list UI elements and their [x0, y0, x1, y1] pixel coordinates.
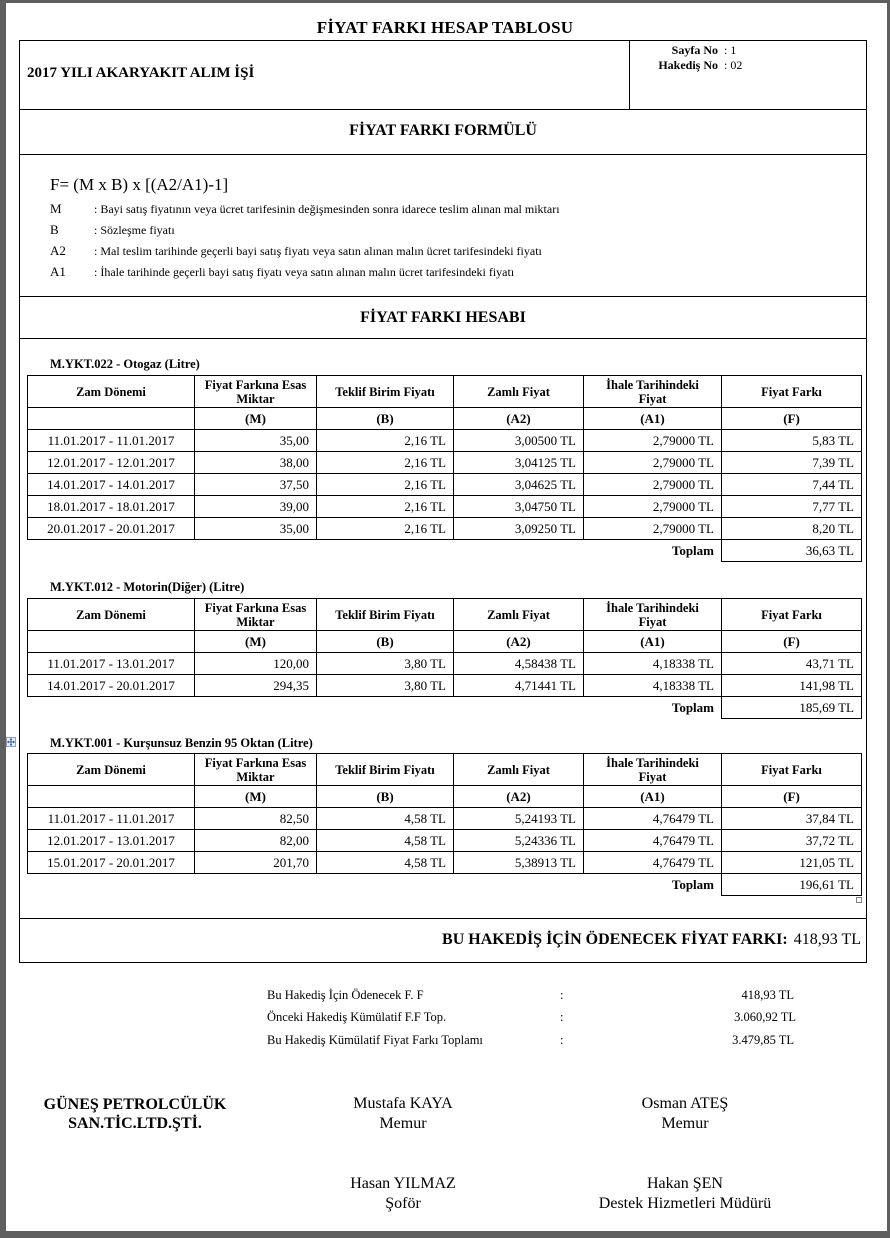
summary-row-current: Bu Hakediş İçin Ödenecek F. F : 418,93 TL: [267, 988, 794, 1002]
col-symbol-period: [28, 408, 195, 430]
summary-row-previous: Önceki Hakediş Kümülatif F.F Top. : 3.060,92 TL: [267, 1010, 796, 1024]
col-header-difference: Fiyat Farkı: [722, 376, 862, 408]
col-symbol-b: (B): [317, 786, 454, 808]
header-divider: [629, 40, 630, 110]
signature-osman-ates: Osman ATEŞ Memur: [641, 1095, 729, 1132]
col-header-new-price: Zamlı Fiyat: [454, 754, 584, 786]
col-symbol-b: (B): [317, 631, 454, 653]
col-header-unit-price: Teklif Birim Fiyatı: [317, 376, 454, 408]
total-value: 36,63 TL: [722, 540, 862, 562]
col-symbol-b: (B): [317, 408, 454, 430]
col-header-unit-price: Teklif Birim Fiyatı: [317, 599, 454, 631]
document-meta: [640, 43, 860, 73]
table-row: 15.01.2017 - 20.01.2017 201,70 4,58 TL 5,38913 TL 4,76479 TL 121,05 TL: [28, 852, 862, 874]
col-symbol-m: (M): [195, 408, 317, 430]
signature-hasan-yilmaz: Hasan YILMAZ Şoför: [350, 1175, 456, 1212]
col-header-tender-price: İhale Tarihindeki Fiyat: [584, 376, 722, 408]
table-otogaz: [27, 375, 862, 562]
summary-row-cumulative: Bu Hakediş Kümülatif Fiyat Farkı Toplamı : 3.479,85 TL: [267, 1033, 794, 1047]
col-header-period: Zam Dönemi: [28, 376, 195, 408]
col-symbol-m: (M): [195, 631, 317, 653]
col-header-difference: Fiyat Farkı: [722, 754, 862, 786]
total-label: Toplam: [671, 542, 714, 558]
table-row: 11.01.2017 - 13.01.2017 120,00 3,80 TL 4,58438 TL 4,18338 TL 43,71 TL: [28, 653, 862, 675]
table-total-row: [28, 874, 862, 896]
col-header-period: Zam Dönemi: [28, 754, 195, 786]
table-row: 12.01.2017 - 13.01.2017 82,00 4,58 TL 5,24336 TL 4,76479 TL 37,72 TL: [28, 830, 862, 852]
col-header-difference: Fiyat Farkı: [722, 599, 862, 631]
col-symbol-a1: (A1): [584, 408, 722, 430]
col-header-tender-price: İhale Tarihindeki Fiyat: [584, 599, 722, 631]
col-symbol-period: [28, 631, 195, 653]
company-name: GÜNEŞ PETROLCÜLÜK SAN.TİC.LTD.ŞTİ.: [43, 1096, 227, 1132]
grand-total-label: BU HAKEDİŞ İÇİN ÖDENECEK FİYAT FARKI:: [442, 931, 788, 948]
col-header-quantity: Fiyat Farkına Esas Miktar: [195, 376, 317, 408]
col-symbol-a2: (A2): [454, 408, 584, 430]
formula-text: F= (M x B) x [(A2/A1)-1]: [50, 175, 229, 194]
col-symbol-f: (F): [722, 631, 862, 653]
table-row: 12.01.2017 - 12.01.2017 38,00 2,16 TL 3,04125 TL 2,79000 TL 7,39 TL: [28, 452, 862, 474]
table-caption-motorin: M.YKT.012 - Motorin(Diğer) (Litre): [50, 580, 245, 594]
table-row: 14.01.2017 - 20.01.2017 294,35 3,80 TL 4,71441 TL 4,18338 TL 141,98 TL: [28, 675, 862, 697]
table-motorin: [27, 598, 862, 719]
formula-definitions: [50, 198, 850, 282]
table-row: 11.01.2017 - 11.01.2017 82,50 4,58 TL 5,24193 TL 4,76479 TL 37,84 TL: [28, 808, 862, 830]
total-value: 185,69 TL: [722, 697, 862, 719]
document-title: FİYAT FARKI HESAP TABLOSU: [316, 18, 574, 37]
table-total-row: [28, 540, 862, 562]
col-header-quantity: Fiyat Farkına Esas Miktar: [195, 599, 317, 631]
table-row: 11.01.2017 - 11.01.2017 35,00 2,16 TL 3,00500 TL 2,79000 TL 5,83 TL: [28, 430, 862, 452]
col-header-new-price: Zamlı Fiyat: [454, 599, 584, 631]
table-resize-handle[interactable]: [856, 897, 862, 903]
total-label: Toplam: [671, 876, 714, 892]
table-caption-otogaz: M.YKT.022 - Otogaz (Litre): [50, 357, 200, 371]
grand-total: [19, 931, 861, 949]
table-move-handle-icon[interactable]: [6, 737, 16, 747]
col-symbol-a2: (A2): [454, 631, 584, 653]
col-header-tender-price: İhale Tarihindeki Fiyat: [584, 754, 722, 786]
col-symbol-period: [28, 786, 195, 808]
table-total-row: [28, 697, 862, 719]
col-header-unit-price: Teklif Birim Fiyatı: [317, 754, 454, 786]
definition-a2: A2 : Mal teslim tarihinde geçerli bayi satış fiyatı veya satın alınan malın ücret tarifesindeki fiyatı: [50, 243, 542, 258]
col-header-new-price: Zamlı Fiyat: [454, 376, 584, 408]
col-symbol-a1: (A1): [584, 786, 722, 808]
meta-progress-no: Hakediş No : 02: [658, 58, 743, 72]
col-header-period: Zam Dönemi: [28, 599, 195, 631]
job-title: 2017 YILI AKARYAKIT ALIM İŞİ: [27, 65, 255, 81]
total-label: Toplam: [671, 699, 714, 715]
grand-total-amount: 418,93 TL: [793, 931, 861, 948]
col-symbol-f: (F): [722, 408, 862, 430]
total-value: 196,61 TL: [722, 874, 862, 896]
definition-b: B : Sözleşme fiyatı: [50, 222, 175, 237]
col-symbol-a2: (A2): [454, 786, 584, 808]
table-row: 20.01.2017 - 20.01.2017 35,00 2,16 TL 3,09250 TL 2,79000 TL 8,20 TL: [28, 518, 862, 540]
table-row: 18.01.2017 - 18.01.2017 39,00 2,16 TL 3,04750 TL 2,79000 TL 7,77 TL: [28, 496, 862, 518]
formula-section-title: FİYAT FARKI FORMÜLÜ: [349, 122, 537, 139]
calc-section-title: FİYAT FARKI HESABI: [360, 309, 526, 326]
signature-mustafa-kaya: Mustafa KAYA Memur: [353, 1095, 453, 1132]
col-header-quantity: Fiyat Farkına Esas Miktar: [195, 754, 317, 786]
signature-hakan-sen: Hakan ŞEN Destek Hizmetleri Müdürü: [598, 1175, 772, 1212]
col-symbol-m: (M): [195, 786, 317, 808]
col-symbol-f: (F): [722, 786, 862, 808]
definition-m: M : Bayi satış fiyatının veya ücret tarifesinin değişmesinden sonra idarece teslim alınan mal miktarı: [50, 201, 560, 216]
meta-page-no: Sayfa No : 1: [671, 43, 737, 57]
col-symbol-a1: (A1): [584, 631, 722, 653]
table-benzin: [27, 753, 862, 896]
definition-a1: A1 : İhale tarihinde geçerli bayi satış fiyatı veya satın alınan malın ücret tarifesindeki fiyatı: [50, 264, 515, 279]
table-row: 14.01.2017 - 14.01.2017 37,50 2,16 TL 3,04625 TL 2,79000 TL 7,44 TL: [28, 474, 862, 496]
table-caption-benzin: M.YKT.001 - Kurşunsuz Benzin 95 Oktan (Litre): [50, 736, 313, 750]
